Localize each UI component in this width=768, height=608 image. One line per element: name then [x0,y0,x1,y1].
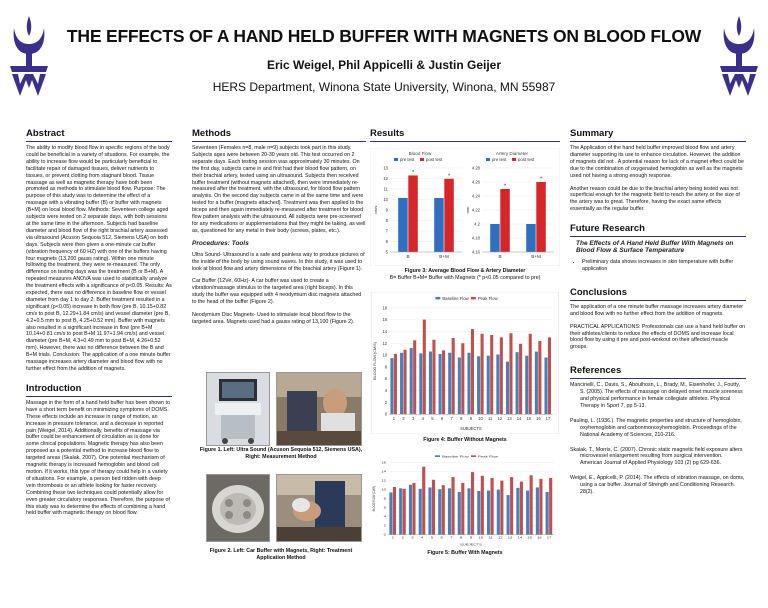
x-tick-label: 4 [421,536,424,540]
tool-magnets: Neodymium Disc Magnets- Used to stimulate local blood flow to the targeted area. Magnets used had a gauss rating of 13,100 (Figure 2). [192,312,355,325]
legend-swatch-post [420,158,424,161]
summary-heading: Summary [570,128,614,139]
abstract-text: The ability to modify blood flow in specific regions of the body could be beneficial in a variety of situations. For example, the ability to increase flow would be particularly beneficial to facilitate repair of damaged tissues, deliver nutrients to tissues, or prevent clotting from stagnant blood. Tissue massage as well as magnetic therapy have both been promoted as methods to stimulate blood flow. Purpose: The purpose of this study was to determine the effect of a massage with a vibrating buffer (B) or buffer with magnets (B+M) on local blood flow. Methods: Seventeen college aged subjects were tested on 2 separate days, with both sessions at the same time in the afternoon. Subjects had baseline diameter and blood flow of the right brachial artery assessed via ultrasound (Acuson Sequoia 512, Siemens USA) on both days. Subjects were then given a one-minute car buffer (vibration frequency of 60 HZ) with one of the buffers having four magnets (13,200 gauss rating). Within one minute following the treatment, they were re-measured. The only difference on testing days was the treatment (B or B+M). A repeated measures ANOVA was used to statistically analyze the treatment effects with a significance of p<0.05. Results: As expected, there was no difference in baseline flow or vessel diameter from day 1 to day 2. Buffer treatment resulted in a significant (p<0.05) increase in both flow (pre B, 10.15+0.82 cm/s to post B, 12.29+1.84 cm/s) and vessel diameter (pre B, 4.2+0.5 mm to post B, 4.25+0.52 mm). Buffer with magnets also resulted in a significant increase in flow (pre B+M 10.14+0.81 cm/s to post B+M 11.97+1.94 cm/s) and vessel diameter (pre B+M, 4.3+0.49 mm to post B+M, 4.26+0.52 mm). However, there was no difference between the B and B+M trials. Conclusion: The application of a one minute buffer massage increases artery diameter and blood flow with no further effect from the addition of magnets. [26,145,172,372]
x-tick-label: 10 [478,536,484,540]
x-tick-label: 7 [450,536,453,540]
future-bullet: • Preliminary data shows increases in skin temperature with buffer application [582,259,746,273]
bar-peak-flow [500,481,503,535]
x-tick-label: 12 [497,536,503,540]
y-tick-label: 4.22 [471,207,480,213]
bar-baseline-flow [458,492,461,535]
y-tick-label: 11 [383,186,388,192]
chart-title: Blood Flow [408,151,432,156]
x-tick-label: 13 [507,536,513,540]
x-tick-label: 14 [517,536,523,540]
poster-title: THE EFFECTS OF A HAND HELD BUFFER WITH MAGNETS ON BLOOD FLOW [66,26,702,46]
bar-baseline-flow [439,354,442,414]
legend-label-baseline: Baseline Flow [442,454,469,459]
tool-ultrasound: Ultra Sound- Ultrasound is a safe and painless way to produce pictures of the inside of the body by using sound waves. In this study, it was used to look at blood flow and artery dimensions of the brachial artery (Figure 1). [192,251,365,272]
methods-heading: Methods [192,128,232,139]
x-tick-label: 4 [421,416,424,422]
figure-5-caption: Figure 5: Buffer With Magnets [427,550,503,556]
bar-baseline-flow [536,487,539,534]
bar-baseline-flow [419,353,422,414]
bar-peak-flow [500,337,503,414]
introduction-text: Massage in the form of a hand held buffer has been shown to have a short term benefit on minimizing symptoms of DOMS. These effects include an increase in range of motion, an increase in pressure tolerance, and a decrease in reported pain (Weigel, 2014). Additionally, benefits of massage via buffer could be enhancement of circulation as is done for some clinical populations. Magnetic therapy has also been proposed as a potential method to increase blood flow to targeted areas (Skalak, 2007). One potential mechanism of magnetic therapy is increased hemoglobin and blood cell motion. If it works, this type of therapy could help in a variety of situations. For example, a person bed ridden with deep vein thrombosis or an athlete looking for faster recovery. Combining these two techniques could potentially allow for even greater circulatory responses. Therefore, the purpose of this study was to determine the effects of combining a hand held buffer with magnetic therapy on blood flow. [26,399,170,517]
bar-peak-flow [481,334,484,414]
summary-divider [570,141,746,142]
y-tick-label: 4.18 [471,235,480,241]
bar-post-test [536,182,545,252]
y-tick-label: 10 [382,352,388,358]
bar-peak-flow [539,479,542,535]
x-tick-label: 10 [478,416,483,422]
y-tick-label: 2 [384,399,388,405]
bar-peak-flow [490,335,493,414]
y-tick-label: 8 [385,218,388,223]
y-tick-label: 5 [385,249,388,255]
introduction-divider [26,396,172,397]
x-tick-label: 6 [440,416,444,422]
bar-peak-flow [422,467,425,535]
legend-swatch-pre [486,158,490,161]
bar-peak-flow [394,354,397,414]
column-2 [192,128,366,332]
bar-peak-flow [471,472,474,535]
x-tick-label: 15 [527,536,532,540]
bar-baseline-flow [496,355,499,415]
methods-text: Seventeen (Females n=8, male n=9) subjects took part in this study. Subjects ages were between 20-30 years old. This test occurred on 2 separate days. Each testing session was approximately 30 minutes. On the first day, subjects came in and first had their blood flow pattern, on their brachial artery, tested using an ultrasound. Subjects then received buffer treatment (without magnets attached), then were immediately re-measured after the treatment, with the ultrasound, for blood flow pattern analysis. On the second day subjects came in at the same time and were tested for a buffer (magnets attached). Treatment was then applied to the biceps and then again immediately re-measured after treatment for blood flow pattern analysis with the ultrasound. All subjects were pre-screened for any medications or supplementations that they might be taking, as well as, questioned for any metal in their body (screws, plates, etc.). [192,145,366,234]
legend-label-pre: pre test [492,157,507,162]
x-tick-label: 11 [488,536,493,540]
chart-title: Artery Diameter [495,151,529,156]
x-tick-label: 11 [488,416,493,422]
x-axis-label: SUBJECTS [460,426,482,432]
bar-peak-flow [452,338,455,414]
y-axis-label: cm/s [373,205,378,215]
abstract-heading: Abstract [26,128,65,139]
significance-marker: * [540,176,543,183]
tools-heading: Procedures: Tools [192,239,249,247]
y-tick-label: 4 [383,515,386,519]
bar-peak-flow [432,480,435,535]
x-tick-label: 7 [450,416,453,422]
bar-pre-test [434,198,443,252]
bar-baseline-flow [467,488,470,534]
bar-baseline-flow [506,362,509,415]
y-tick-label: 7 [385,228,388,234]
x-tick-label: 3 [411,416,415,422]
significance-marker: * [448,173,451,180]
future-subheading: The Effects of A Hand Held Buffer With Magnets on Blood Flow & Surface Temperature [576,240,734,255]
conclusions-p2: PRACTICAL APPLICATIONS: Professionals can use a hand held buffer on their athletes/clients to reduce the effects of DOMS and increase local blood flow by using it pre and post-workout on their affected muscle groups. [570,323,746,351]
bar-peak-flow [509,333,512,414]
ultrasound-machine-photo [206,372,270,446]
x-tick-label: 12 [497,416,503,422]
x-tick-label: 5 [431,416,434,422]
y-tick-label: 4.24 [471,193,480,199]
x-axis-label: SUBJECTS [460,542,482,547]
bar-baseline-flow [487,491,490,535]
introduction-heading: Introduction [26,382,82,394]
y-tick-label: 18 [382,305,388,311]
bar-baseline-flow [448,353,451,415]
bar-baseline-flow [419,489,422,535]
y-tick-label: 0 [383,533,386,537]
significance-marker: * [412,169,415,176]
x-tick-label: 8 [460,536,463,540]
legend-swatch-peak [471,297,476,299]
x-tick-label: 15 [526,416,531,422]
figure-3-caption [370,268,560,281]
bar-baseline-flow [535,352,538,415]
abstract-divider [26,141,172,142]
average-flow-diameter-chart [370,148,560,266]
y-tick-label: 14 [382,328,388,334]
bar-peak-flow [403,489,406,535]
legend-swatch-peak [471,455,476,457]
reference-item: Skalak, T., Morris, C. (2007). Chronic static magnetic field exposure alters microvessel enlargement resulting from surgical intervention. American Journal of Applied Physiology 103 (2) pg 629-636. [570,446,743,467]
x-tick-label: 16 [537,536,542,540]
legend-label-baseline: Baseline Flow [442,295,469,301]
x-tick-label: 17 [545,416,551,422]
bar-peak-flow [423,320,426,415]
bar-baseline-flow [526,491,529,535]
bar-peak-flow [461,343,464,414]
bar-baseline-flow [525,356,528,415]
y-tick-label: 10 [381,488,386,492]
bar-post-test [500,189,509,252]
bar-baseline-flow [389,492,392,534]
bar-peak-flow [520,482,523,535]
y-tick-label: 8 [383,497,386,501]
bar-baseline-flow [428,487,431,534]
bar-pre-test [398,198,407,252]
column-4 [570,128,746,504]
y-tick-label: 2 [383,524,386,528]
results-heading: Results [370,128,405,139]
bar-baseline-flow [410,348,413,414]
legend-label-pre: pre test [400,157,415,162]
x-tick-label: 13 [507,416,512,422]
x-tick-label: 16 [536,416,541,422]
x-tick-label: B+M [531,254,541,259]
y-tick-label: 4 [384,388,388,394]
bar-peak-flow [530,475,533,534]
x-tick-label: 9 [469,536,473,540]
results-divider [370,141,560,142]
y-tick-label: 13 [383,165,388,171]
bar-baseline-flow [390,358,393,414]
y-tick-label: 16 [381,461,386,465]
bar-peak-flow [519,344,522,414]
reference-item: Pauling, L. (1936.). The magnetic properties and structure of hemoglobin, oxyhemoglobin and carbonmonoxyhemoglobin. Proceedings of the National Academy of Sciences, 210-216. [570,417,742,438]
car-buffer-photo [206,474,270,542]
future-list [570,259,746,273]
bar-baseline-flow [516,488,519,535]
bar-baseline-flow [546,492,549,535]
column-1 [26,128,172,523]
bar-baseline-flow [438,489,441,534]
legend-swatch-post [512,158,516,161]
legend-label-post: post test [518,157,535,162]
summary-p2: Another reason could be due to the brachial artery being tested was not superficial enough for the magnetic field to reach the artery or the size of the artery was to great. Therefore, having the exact same effects essentially as the regular buffer. [570,185,740,213]
y-tick-label: 8 [384,364,388,370]
bar-post-test [444,179,453,252]
figure-4-caption: Figure 4: Buffer Without Magnets [423,437,507,443]
x-tick-label: 6 [440,536,443,540]
future-heading: Future Research [570,223,645,235]
legend-swatch-baseline [435,297,440,299]
bar-peak-flow [451,477,454,535]
bar-baseline-flow [400,353,403,415]
bar-baseline-flow [507,495,510,535]
bar-peak-flow [413,340,416,414]
figure-2-caption: Figure 2. Left: Car Buffer with Magnets, Right: Treatment Application Method [209,548,353,561]
x-tick-label: 5 [430,536,434,540]
bar-peak-flow [471,329,474,414]
y-tick-label: 12 [383,176,388,181]
conclusions-divider [570,300,746,301]
bar-peak-flow [461,483,464,535]
bar-baseline-flow [458,357,461,414]
reference-item: Mancinelli, C., Davis, S., Aboulhosn, L., Brady, M., Eisenhofer, J., Foutty, S. (2005). The effects of massage on delayed onset muscle soreness and physical performance in female collegiate athletes. Physical Therapy in Sport 7, pp 5-13. [570,382,743,409]
y-tick-label: 12 [381,479,386,483]
x-tick-label: B [406,254,410,259]
y-axis-label: mm [465,206,470,214]
x-tick-label: 2 [401,536,404,540]
x-tick-label: 9 [469,416,473,422]
figure-3-caption-line1: Figure 3: Average Blood Flow & Artery Diameter [404,268,526,274]
bar-peak-flow [404,350,407,414]
legend-swatch-baseline [435,455,440,457]
bar-peak-flow [442,350,445,414]
bar-baseline-flow [487,356,490,415]
bar-peak-flow [549,478,552,535]
bar-peak-flow [481,476,484,535]
y-tick-label: 16 [382,317,388,323]
bar-peak-flow [510,477,513,535]
bar-baseline-flow [467,353,470,415]
bar-baseline-flow [516,352,519,414]
bar-peak-flow [442,485,445,535]
bar-peak-flow [548,337,551,414]
bar-pre-test [526,224,535,252]
authors: Eric Weigel, Phil Appicelli & Justin Geijer [266,58,502,72]
measurement-method-photo [276,372,362,446]
y-tick-label: 6 [385,239,388,244]
bar-baseline-flow [497,490,500,535]
bar-peak-flow [393,487,396,535]
y-tick-label: 4.16 [471,249,480,255]
bar-baseline-flow [544,357,547,414]
y-axis-label: BLOOD FLOW (CM/S) [371,485,377,512]
y-tick-label: 10 [383,197,388,202]
x-tick-label: 17 [546,536,552,540]
tool-buffer: Car Buffer (12Ve, 60Hz)- A car buffer was used to create a vibration/massage stimulus to the targeted area (right biceps). In this study the buffer was equipped with 4 neodymium disc magnets attached to the head of the buffer (Figure 2). [192,278,362,306]
references-heading: References [570,365,622,377]
y-tick-label: 9 [385,207,388,213]
x-tick-label: 14 [516,416,522,422]
bar-baseline-flow [477,356,480,414]
buffer-with-magnets-chart [370,452,560,548]
x-tick-label: B+M [439,254,449,259]
bar-baseline-flow [409,485,412,535]
y-axis-label: BLOOD FLOW (CM/S) [373,342,378,380]
summary-p1: The Application of the hand held buffer improved blood flow and artery diameter supporting its use to enhance circulation. However, the addition of magnets did not . A potential reason for lack of a magnet effect could be due to the combination of oxygenated hemoglobin as well as the magnets used not having a strong enough response. [570,145,744,179]
x-tick-label: 3 [411,536,414,540]
significance-marker: * [504,183,507,190]
bar-post-test [408,175,417,252]
figure-1-caption: Figure 1. Left: Ultra Sound (Acuson Sequoia 512, Siemens USA), Right: Measurement Method [199,447,363,460]
reference-item: Weigel, E., Appicelli, P. (2014). The effects of vibration massage, on doms, using a car buffer. Journal of Strength and Conditioning Research. 28(2). [570,475,745,496]
bar-pre-test [490,224,499,252]
treatment-application-photo [276,474,362,542]
y-tick-label: 14 [381,470,386,474]
conclusions-heading: Conclusions [570,286,628,298]
x-tick-label: 1 [391,536,395,540]
references-divider [570,378,746,379]
legend-swatch-pre [394,158,398,161]
bar-baseline-flow [429,352,432,415]
bar-peak-flow [538,341,541,414]
bar-peak-flow [412,483,415,535]
bar-baseline-flow [448,488,451,534]
y-tick-label: 6 [383,506,386,510]
figure-3-caption-line2: B= Buffer B+M= Buffer with Magnets (* p<0.05 compared to pre) [389,274,541,281]
bar-peak-flow [491,478,494,535]
legend-label-peak: Peak Flow [478,454,499,459]
legend-label-post: post test [426,157,443,162]
bar-baseline-flow [399,488,402,534]
x-tick-label: 2 [402,416,405,422]
methods-divider [192,141,366,142]
legend-label-peak: Peak Flow [477,295,498,301]
column-3 [370,128,560,145]
future-divider [570,236,746,237]
x-tick-label: 1 [392,416,396,422]
y-tick-label: 4.28 [471,165,480,171]
bar-baseline-flow [477,491,480,535]
references-list [570,382,746,496]
department: HERS Department, Winona State University, Winona, MN 55987 [212,80,556,94]
y-tick-label: 4.2 [474,221,480,227]
x-tick-label: 8 [460,416,463,422]
y-tick-label: 0 [384,411,388,417]
y-tick-label: 4.26 [471,179,480,185]
y-tick-label: 12 [382,340,388,346]
conclusions-p1: The application of a one minute buffer massage increases artery diameter and blood flow with no further effect from the addition of magnets. [570,303,744,317]
x-tick-label: B [498,254,502,259]
bar-peak-flow [432,340,435,415]
buffer-without-magnets-chart [370,292,560,434]
bar-peak-flow [529,334,532,414]
y-tick-label: 6 [384,376,388,382]
